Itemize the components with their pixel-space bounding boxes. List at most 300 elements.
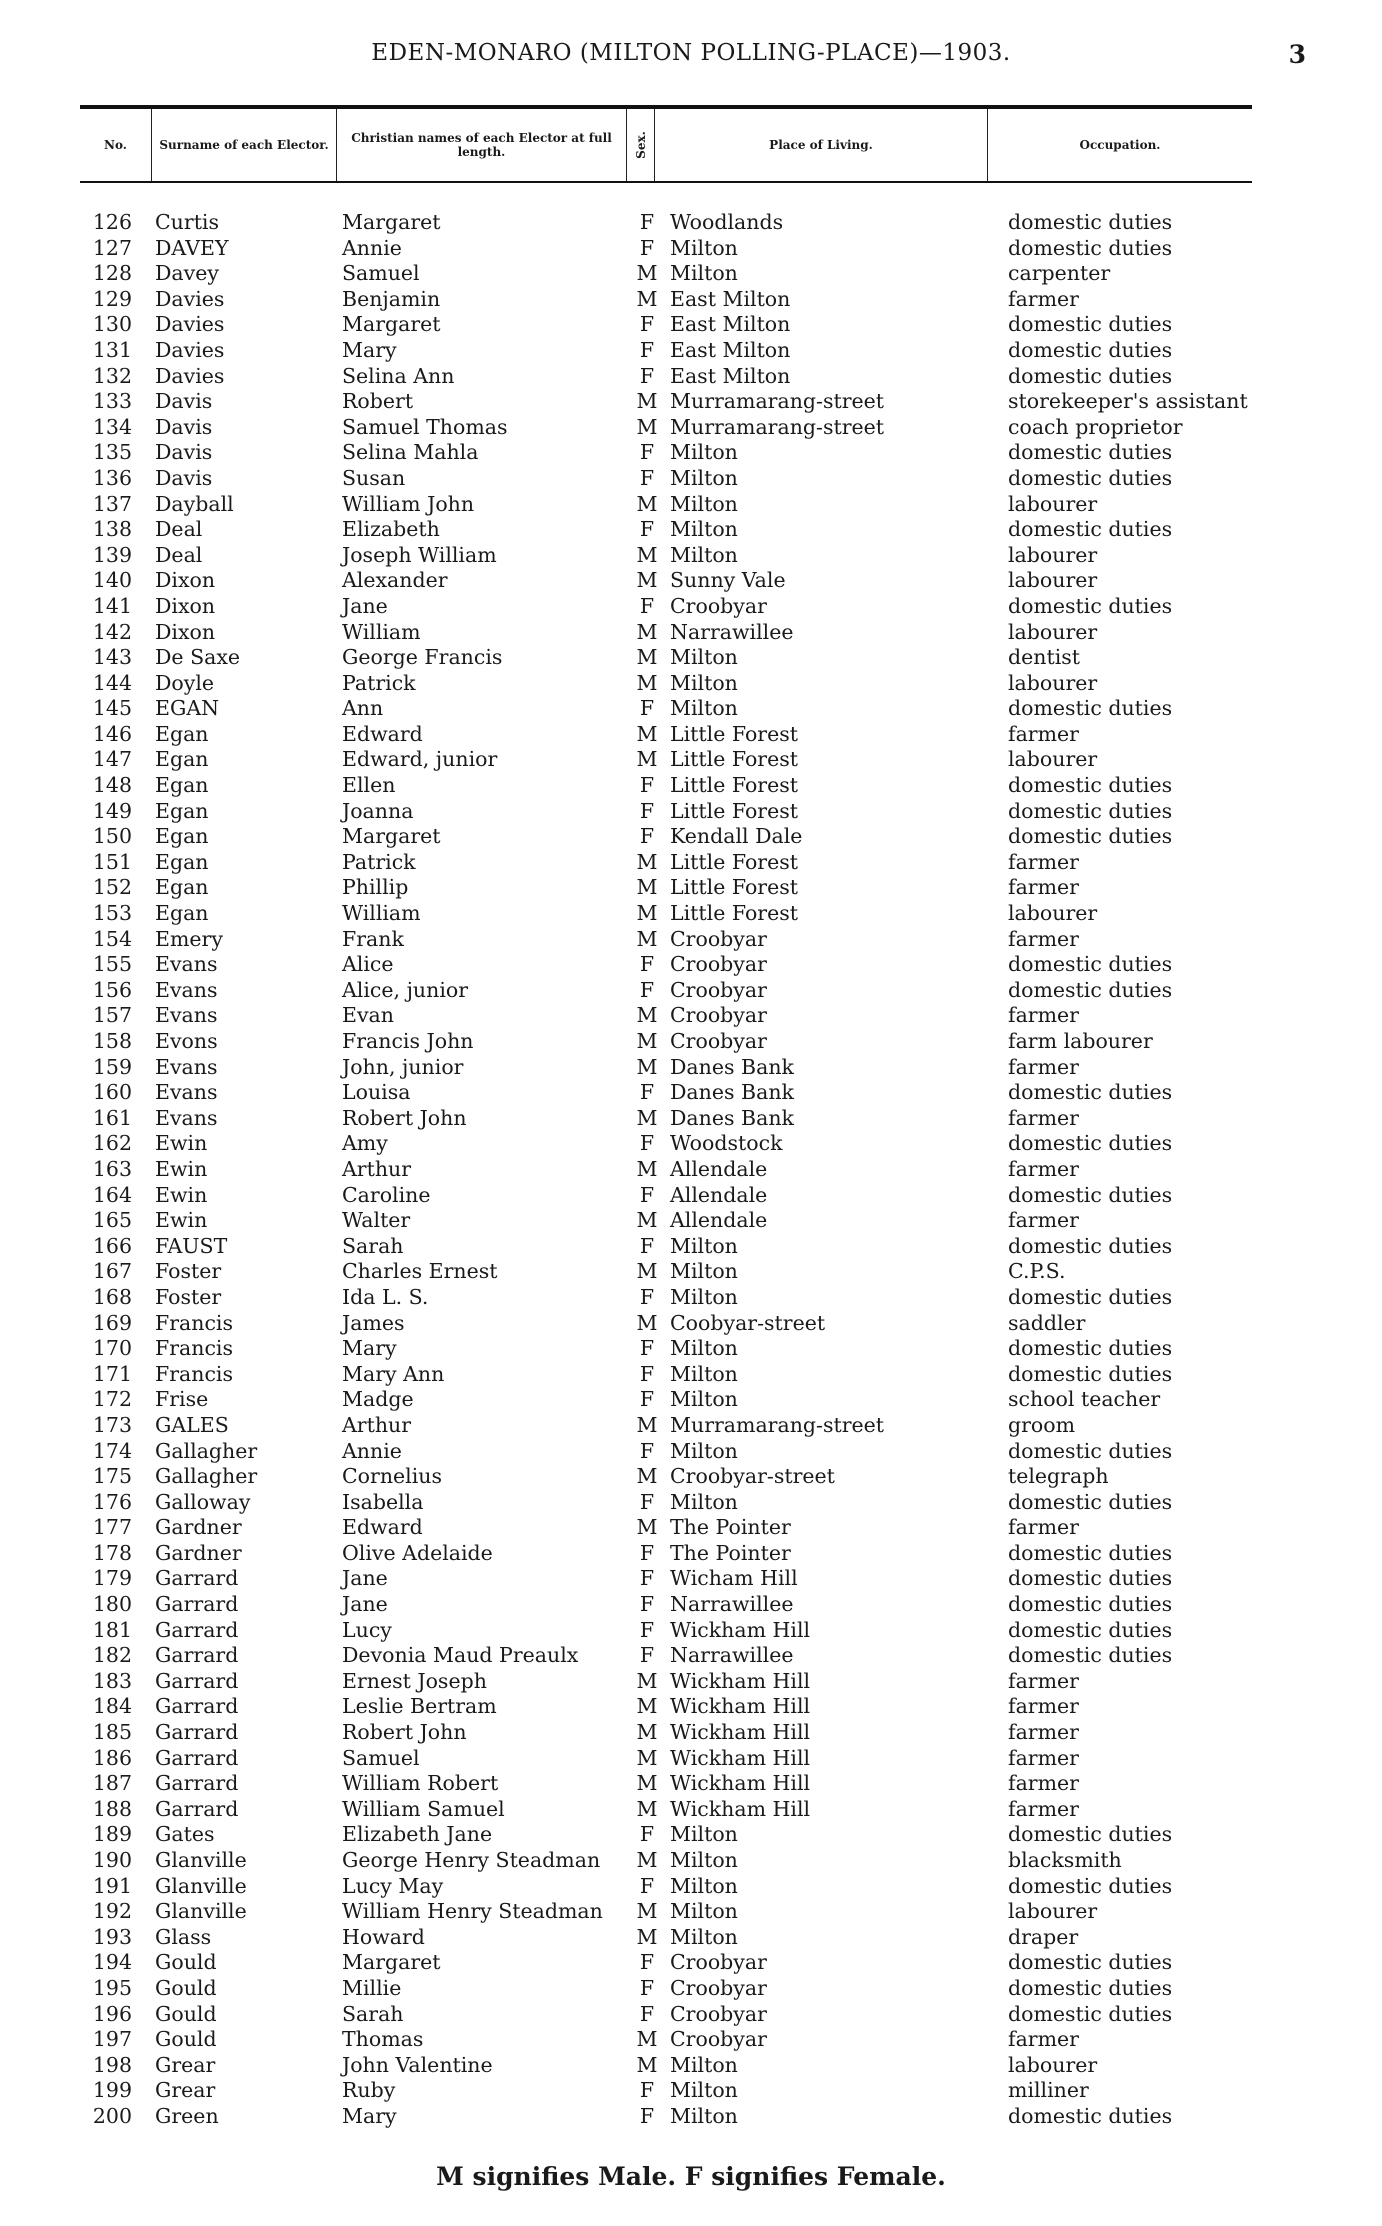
elector-number: 176 <box>92 1489 132 1514</box>
elector-number: 171 <box>92 1361 132 1386</box>
christian-names: Alexander <box>342 568 448 593</box>
surname: Egan <box>155 773 209 798</box>
elector-number: 132 <box>92 363 132 388</box>
occupation: farmer <box>1008 1745 1079 1770</box>
sex: M <box>636 619 658 644</box>
elector-number: 157 <box>92 1003 132 1028</box>
occupation: domestic duties <box>1008 798 1173 823</box>
christian-names: Cornelius <box>342 1464 442 1489</box>
table-row <box>80 466 1252 492</box>
sex: F <box>639 773 655 798</box>
christian-names: Edward <box>342 721 423 746</box>
sex: F <box>639 1566 655 1591</box>
occupation: farmer <box>1008 1054 1079 1079</box>
occupation: domestic duties <box>1008 1822 1173 1847</box>
elector-number: 185 <box>92 1720 132 1745</box>
place-of-living: The Pointer <box>670 1515 791 1540</box>
place-of-living: Milton <box>670 1438 738 1463</box>
sex: M <box>636 568 658 593</box>
elector-number: 160 <box>92 1080 132 1105</box>
christian-names: William Robert <box>342 1771 499 1796</box>
occupation: dentist <box>1008 645 1081 670</box>
place-of-living: Little Forest <box>670 875 798 900</box>
occupation: domestic duties <box>1008 696 1173 721</box>
place-of-living: Narrawillee <box>670 1643 794 1668</box>
christian-names: Mary <box>342 2103 397 2128</box>
christian-names: Benjamin <box>342 286 441 311</box>
place-of-living: Croobyar <box>670 593 767 618</box>
sex: F <box>639 1284 655 1309</box>
place-of-living: Croobyar <box>670 2001 767 2026</box>
sex: M <box>636 414 658 439</box>
sex: F <box>639 1617 655 1642</box>
elector-number: 143 <box>92 645 132 670</box>
christian-names: Frank <box>342 926 404 951</box>
table-row <box>80 2078 1252 2104</box>
occupation: farmer <box>1008 721 1079 746</box>
surname: Garrard <box>155 1617 239 1642</box>
table-row <box>80 1950 1252 1976</box>
surname: Davis <box>155 440 213 465</box>
sex: M <box>636 1464 658 1489</box>
place-of-living: Woodlands <box>670 210 784 234</box>
place-of-living: Kendall Dale <box>670 824 803 849</box>
table-row <box>80 1259 1252 1285</box>
place-of-living: Wickham Hill <box>670 1771 811 1796</box>
christian-names: Annie <box>342 1438 402 1463</box>
surname: Egan <box>155 849 209 874</box>
occupation: labourer <box>1008 568 1098 593</box>
elector-number: 197 <box>92 2027 132 2052</box>
sex: F <box>639 1387 655 1412</box>
table-row <box>80 1157 1252 1183</box>
elector-number: 193 <box>92 1924 132 1949</box>
elector-number: 140 <box>92 568 132 593</box>
occupation: domestic duties <box>1008 1873 1173 1898</box>
page-number: 3 <box>1288 40 1306 69</box>
surname: Doyle <box>155 670 215 695</box>
occupation: farmer <box>1008 1720 1079 1745</box>
sex: F <box>639 824 655 849</box>
sex: F <box>639 312 655 337</box>
occupation: saddler <box>1008 1310 1086 1335</box>
place-of-living: Narrawillee <box>670 1592 794 1617</box>
table-row <box>80 1234 1252 1260</box>
elector-number: 200 <box>92 2103 132 2128</box>
sex: M <box>636 2027 658 2052</box>
elector-number: 127 <box>92 235 132 260</box>
surname: Gould <box>155 1975 217 2000</box>
christian-names: Arthur <box>342 1156 412 1181</box>
place-of-living: Wickham Hill <box>670 1668 811 1693</box>
table-row <box>80 1797 1252 1823</box>
christian-names: Mary <box>342 337 397 362</box>
place-of-living: Milton <box>670 1387 738 1412</box>
occupation: domestic duties <box>1008 1233 1173 1258</box>
occupation: domestic duties <box>1008 1182 1173 1207</box>
occupation: domestic duties <box>1008 1540 1173 1565</box>
table-row <box>80 1720 1252 1746</box>
sex: F <box>639 517 655 542</box>
occupation: domestic duties <box>1008 593 1173 618</box>
table-header <box>80 105 1252 183</box>
table-row <box>80 415 1252 441</box>
occupation: draper <box>1008 1924 1079 1949</box>
occupation: domestic duties <box>1008 517 1173 542</box>
christian-names: Olive Adelaide <box>342 1540 493 1565</box>
sex: M <box>636 645 658 670</box>
table-row <box>80 1413 1252 1439</box>
table-row <box>80 1029 1252 1055</box>
place-of-living: Narrawillee <box>670 619 794 644</box>
table-row <box>80 210 1252 236</box>
place-of-living: East Milton <box>670 286 791 311</box>
surname: Glanville <box>155 1873 247 1898</box>
christian-names: Devonia Maud Preaulx <box>342 1643 579 1668</box>
occupation: domestic duties <box>1008 1080 1173 1105</box>
christian-names: Joseph William <box>342 542 497 567</box>
occupation: farmer <box>1008 286 1079 311</box>
christian-names: Elizabeth <box>342 517 440 542</box>
sex: F <box>639 1489 655 1514</box>
elector-number: 190 <box>92 1848 132 1872</box>
place-of-living: Milton <box>670 1489 738 1514</box>
table-row <box>80 1106 1252 1132</box>
elector-number: 169 <box>92 1310 132 1335</box>
sex: F <box>639 2103 655 2128</box>
elector-number: 152 <box>92 875 132 900</box>
surname: Glanville <box>155 1899 247 1924</box>
place-of-living: Milton <box>670 645 738 670</box>
table-row <box>80 1694 1252 1720</box>
occupation: domestic duties <box>1008 1438 1173 1463</box>
table-row <box>80 671 1252 697</box>
occupation: milliner <box>1008 2078 1089 2103</box>
occupation: domestic duties <box>1008 1950 1173 1975</box>
table-row <box>80 1464 1252 1490</box>
sex: M <box>636 1259 658 1284</box>
occupation: domestic duties <box>1008 312 1173 337</box>
elector-number: 173 <box>92 1412 132 1437</box>
elector-number: 192 <box>92 1899 132 1924</box>
elector-number: 188 <box>92 1796 132 1821</box>
column-header-sex-label: Sex. <box>633 131 648 159</box>
occupation: farmer <box>1008 1668 1079 1693</box>
place-of-living: Coobyar-street <box>670 1310 826 1335</box>
elector-number: 130 <box>92 312 132 337</box>
place-of-living: Croobyar <box>670 1003 767 1028</box>
christian-names: Alice <box>342 952 394 977</box>
place-of-living: Danes Bank <box>670 1080 794 1105</box>
place-of-living: Croobyar <box>670 926 767 951</box>
elector-number: 156 <box>92 977 132 1002</box>
surname: Frise <box>155 1387 209 1412</box>
sex: F <box>639 798 655 823</box>
sex: F <box>639 363 655 388</box>
christian-names: Joanna <box>342 798 414 823</box>
elector-number: 131 <box>92 337 132 362</box>
surname: Evans <box>155 1054 218 1079</box>
elector-number: 159 <box>92 1054 132 1079</box>
table-row <box>80 1439 1252 1465</box>
elector-number: 183 <box>92 1668 132 1693</box>
elector-number: 184 <box>92 1694 132 1719</box>
table-row <box>80 1874 1252 1900</box>
sex: M <box>636 1156 658 1181</box>
occupation: farmer <box>1008 926 1079 951</box>
page-header <box>0 40 1382 80</box>
christian-names: William Samuel <box>342 1796 505 1821</box>
christian-names: William <box>342 619 421 644</box>
surname: Evans <box>155 952 218 977</box>
sex: M <box>636 901 658 926</box>
elector-number: 139 <box>92 542 132 567</box>
sex: M <box>636 849 658 874</box>
sex: M <box>636 1694 658 1719</box>
occupation: farmer <box>1008 1003 1079 1028</box>
table-row <box>80 1592 1252 1618</box>
elector-number: 133 <box>92 389 132 414</box>
surname: Davies <box>155 312 225 337</box>
place-of-living: Milton <box>670 235 738 260</box>
sex: F <box>639 440 655 465</box>
occupation: domestic duties <box>1008 2001 1173 2026</box>
christian-names: Margaret <box>342 210 441 234</box>
place-of-living: Allendale <box>670 1182 768 1207</box>
elector-number: 162 <box>92 1131 132 1156</box>
surname: Evans <box>155 977 218 1002</box>
place-of-living: Croobyar-street <box>670 1464 835 1489</box>
surname: Gallagher <box>155 1438 258 1463</box>
place-of-living: Milton <box>670 491 738 516</box>
sex: F <box>639 337 655 362</box>
christian-names: Amy <box>342 1131 388 1156</box>
table-row <box>80 1362 1252 1388</box>
occupation: farmer <box>1008 875 1079 900</box>
sex: F <box>639 1080 655 1105</box>
sex: M <box>636 389 658 414</box>
christian-names: William <box>342 901 421 926</box>
elector-number: 186 <box>92 1745 132 1770</box>
occupation: farm labourer <box>1008 1029 1153 1053</box>
occupation: farmer <box>1008 849 1079 874</box>
place-of-living: Little Forest <box>670 773 798 798</box>
place-of-living: Danes Bank <box>670 1054 794 1079</box>
christian-names: Louisa <box>342 1080 411 1105</box>
elector-number: 182 <box>92 1643 132 1668</box>
place-of-living: Milton <box>670 696 738 721</box>
sex: F <box>639 1822 655 1847</box>
place-of-living: Murramarang-street <box>670 389 885 414</box>
sex: M <box>636 1105 658 1130</box>
table-row <box>80 1976 1252 2002</box>
sex: M <box>636 875 658 900</box>
elector-number: 135 <box>92 440 132 465</box>
sex: M <box>636 1003 658 1028</box>
surname: Dixon <box>155 593 216 618</box>
table-row <box>80 261 1252 287</box>
surname: Garrard <box>155 1694 239 1719</box>
christian-names: George Francis <box>342 645 503 670</box>
place-of-living: Milton <box>670 1361 738 1386</box>
place-of-living: Danes Bank <box>670 1105 794 1130</box>
sex: F <box>639 952 655 977</box>
sex: M <box>636 1796 658 1821</box>
occupation: labourer <box>1008 2052 1098 2077</box>
sex: M <box>636 1899 658 1924</box>
christian-names: Ellen <box>342 773 396 798</box>
christian-names: Samuel Thomas <box>342 414 508 439</box>
occupation: domestic duties <box>1008 1592 1173 1617</box>
christian-names: Walter <box>342 1208 411 1233</box>
table-row <box>80 1899 1252 1925</box>
place-of-living: Wickham Hill <box>670 1694 811 1719</box>
place-of-living: Wicham Hill <box>670 1566 798 1591</box>
occupation: domestic duties <box>1008 1566 1173 1591</box>
occupation: coach proprietor <box>1008 414 1183 439</box>
place-of-living: Little Forest <box>670 747 798 772</box>
table-row <box>80 594 1252 620</box>
surname: Dixon <box>155 619 216 644</box>
occupation: farmer <box>1008 2027 1079 2052</box>
christian-names: Lucy May <box>342 1873 444 1898</box>
elector-number: 191 <box>92 1873 132 1898</box>
surname: Davies <box>155 286 225 311</box>
surname: Glass <box>155 1924 212 1949</box>
christian-names: Sarah <box>342 1233 404 1258</box>
column-header-occupation: Occupation. <box>1079 138 1161 152</box>
surname: Ewin <box>155 1156 208 1181</box>
occupation: labourer <box>1008 901 1098 926</box>
table-row <box>80 568 1252 594</box>
footer-note: M signifies Male. F signifies Female. <box>436 2162 946 2191</box>
sex: F <box>639 2078 655 2103</box>
table-row <box>80 312 1252 338</box>
place-of-living: Milton <box>670 1336 738 1361</box>
elector-number: 149 <box>92 798 132 823</box>
occupation: labourer <box>1008 670 1098 695</box>
surname: Francis <box>155 1361 234 1386</box>
place-of-living: Wickham Hill <box>670 1617 811 1642</box>
place-of-living: Milton <box>670 1873 738 1898</box>
sex: F <box>639 465 655 490</box>
surname: Gates <box>155 1822 215 1847</box>
elector-number: 195 <box>92 1975 132 2000</box>
sex: M <box>636 1310 658 1335</box>
christian-names: Millie <box>342 1975 402 2000</box>
occupation: labourer <box>1008 542 1098 567</box>
elector-number: 150 <box>92 824 132 849</box>
place-of-living: Allendale <box>670 1208 768 1233</box>
sex: M <box>636 1924 658 1949</box>
christian-names: Leslie Bertram <box>342 1694 497 1719</box>
christian-names: Ann <box>342 696 384 721</box>
sex: M <box>636 261 658 286</box>
sex: F <box>639 210 655 234</box>
place-of-living: Woodstock <box>670 1131 783 1156</box>
elector-number: 151 <box>92 849 132 874</box>
surname: Davies <box>155 337 225 362</box>
surname: Garrard <box>155 1796 239 1821</box>
elector-number: 164 <box>92 1182 132 1207</box>
occupation: farmer <box>1008 1156 1079 1181</box>
elector-number: 155 <box>92 952 132 977</box>
surname: Dixon <box>155 568 216 593</box>
occupation: carpenter <box>1008 261 1111 286</box>
table-row <box>80 799 1252 825</box>
surname: Gould <box>155 1950 217 1975</box>
place-of-living: East Milton <box>670 337 791 362</box>
place-of-living: Milton <box>670 1259 738 1284</box>
christian-names: Mary <box>342 1336 397 1361</box>
surname: Gardner <box>155 1540 242 1565</box>
christian-names: Ruby <box>342 2078 396 2103</box>
surname: Davey <box>155 261 219 286</box>
christian-names: Isabella <box>342 1489 424 1514</box>
christian-names: Ernest Joseph <box>342 1668 487 1693</box>
table-row <box>80 1131 1252 1157</box>
elector-number: 167 <box>92 1259 132 1284</box>
sex: M <box>636 1054 658 1079</box>
christian-names: Jane <box>342 593 388 618</box>
table-row <box>80 620 1252 646</box>
surname: Garrard <box>155 1592 239 1617</box>
place-of-living: Milton <box>670 1848 738 1872</box>
christian-names: Selina Ann <box>342 363 455 388</box>
place-of-living: Sunny Vale <box>670 568 786 593</box>
surname: Garrard <box>155 1720 239 1745</box>
occupation: storekeeper's assistant <box>1008 389 1248 414</box>
surname: Dayball <box>155 491 234 516</box>
place-of-living: Milton <box>670 1822 738 1847</box>
surname: GALES <box>155 1412 229 1437</box>
christian-names: Mary Ann <box>342 1361 445 1386</box>
occupation: farmer <box>1008 1694 1079 1719</box>
table-row <box>80 773 1252 799</box>
sex: M <box>636 2052 658 2077</box>
surname: Egan <box>155 798 209 823</box>
christian-names: George Henry Steadman <box>342 1848 601 1872</box>
occupation: C.P.S. <box>1008 1259 1066 1284</box>
christian-names: Annie <box>342 235 402 260</box>
table-row <box>80 1490 1252 1516</box>
occupation: labourer <box>1008 1899 1098 1924</box>
sex: F <box>639 696 655 721</box>
place-of-living: Milton <box>670 517 738 542</box>
place-of-living: Milton <box>670 542 738 567</box>
place-of-living: Croobyar <box>670 1029 767 1053</box>
occupation: domestic duties <box>1008 1975 1173 2000</box>
sex: F <box>639 1873 655 1898</box>
occupation: farmer <box>1008 1796 1079 1821</box>
elector-list <box>80 210 1252 2130</box>
table-row <box>80 645 1252 671</box>
table-row <box>80 1541 1252 1567</box>
sex: F <box>639 1131 655 1156</box>
christian-names: Susan <box>342 465 406 490</box>
sex: M <box>636 1745 658 1770</box>
table-row <box>80 2053 1252 2079</box>
elector-number: 189 <box>92 1822 132 1847</box>
occupation: domestic duties <box>1008 465 1173 490</box>
sex: F <box>639 977 655 1002</box>
christian-names: Sarah <box>342 2001 404 2026</box>
surname: Emery <box>155 926 223 951</box>
surname: Davies <box>155 363 225 388</box>
christian-names: Robert John <box>342 1720 467 1745</box>
sex: F <box>639 1592 655 1617</box>
table-row <box>80 901 1252 927</box>
